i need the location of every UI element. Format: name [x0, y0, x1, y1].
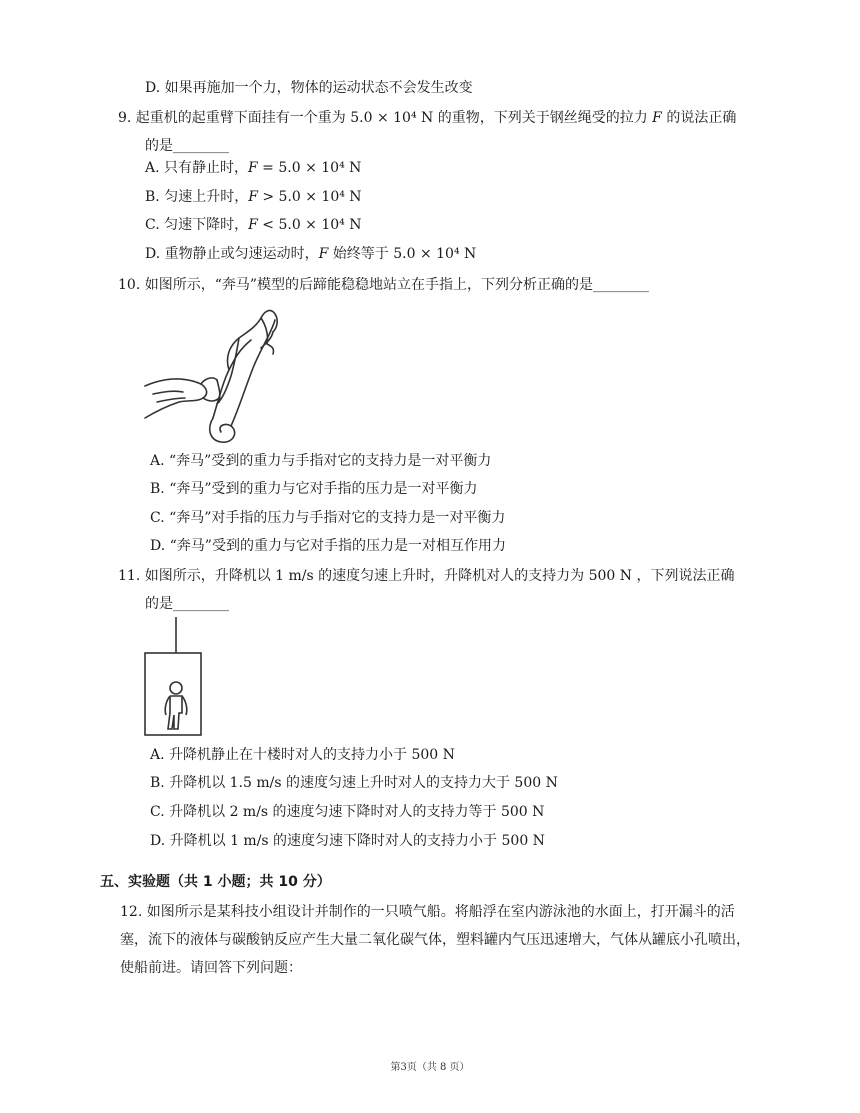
q11-option-a: A. 升降机静止在十楼时对人的支持力小于 500 N	[150, 747, 455, 763]
q10-option-d: D. “奔马”受到的重力与它对手指的压力是一对相互作用力	[150, 538, 506, 554]
elevator-figure	[140, 615, 210, 740]
q9-option-c: C. 匀速下降时，𝐹 < 5.0 × 10⁴ N	[145, 217, 362, 233]
q9-option-d: D. 重物静止或匀速运动时，𝐹 始终等于 5.0 × 10⁴ N	[145, 246, 477, 262]
q11-option-c: C. 升降机以 2 m/s 的速度匀速下降时对人的支持力等于 500 N	[150, 804, 545, 820]
q9-stem-line2: 的是________	[145, 138, 229, 154]
q11-option-d: D. 升降机以 1 m/s 的速度匀速下降时对人的支持力小于 500 N	[150, 833, 545, 849]
section-heading-experiment: 五、实验题（共 1 小题；共 10 分）	[100, 874, 331, 890]
q8-option-d: D. 如果再施加一个力，物体的运动状态不会发生改变	[145, 80, 473, 96]
q10-stem: 10. 如图所示，“奔马”模型的后蹄能稳稳地站立在手指上，下列分析正确的是________	[118, 277, 650, 293]
q11-stem-line2: 的是________	[145, 596, 229, 612]
q11-stem-line1: 11. 如图所示，升降机以 1 m/s 的速度匀速上升时，升降机对人的支持力为 500 N ，下列说法正确	[118, 568, 735, 584]
q9-stem-line1: 9. 起重机的起重臂下面挂有一个重为 5.0 × 10⁴ N 的重物，下列关于钢丝绳受的拉力 𝐹 的说法正确	[118, 110, 737, 126]
q10-option-b: B. “奔马”受到的重力与它对手指的压力是一对平衡力	[150, 481, 478, 497]
galloping-horse-figure	[143, 298, 283, 448]
q12-paragraph: 12. 如图所示是某科技小组设计并制作的一只喷气船。将船浮在室内游泳池的水面上，打开漏斗的活塞，流下的液体与碳酸钠反应产生大量二氧化碳气体，塑料罐内气压迅速增大，气体从罐底小孔喷出，使船前进。请回答下列问题：	[120, 904, 750, 976]
q9-option-b: B. 匀速上升时，𝐹 > 5.0 × 10⁴ N	[145, 189, 362, 205]
q9-option-a: A. 只有静止时，𝐹 = 5.0 × 10⁴ N	[145, 160, 362, 176]
q11-option-b: B. 升降机以 1.5 m/s 的速度匀速上升时对人的支持力大于 500 N	[150, 775, 558, 791]
q10-option-a: A. “奔马”受到的重力与手指对它的支持力是一对平衡力	[150, 453, 492, 469]
page-footer: 第3页（共 8 页）	[390, 1062, 470, 1073]
q10-option-c: C. “奔马”对手指的压力与手指对它的支持力是一对平衡力	[150, 510, 506, 526]
